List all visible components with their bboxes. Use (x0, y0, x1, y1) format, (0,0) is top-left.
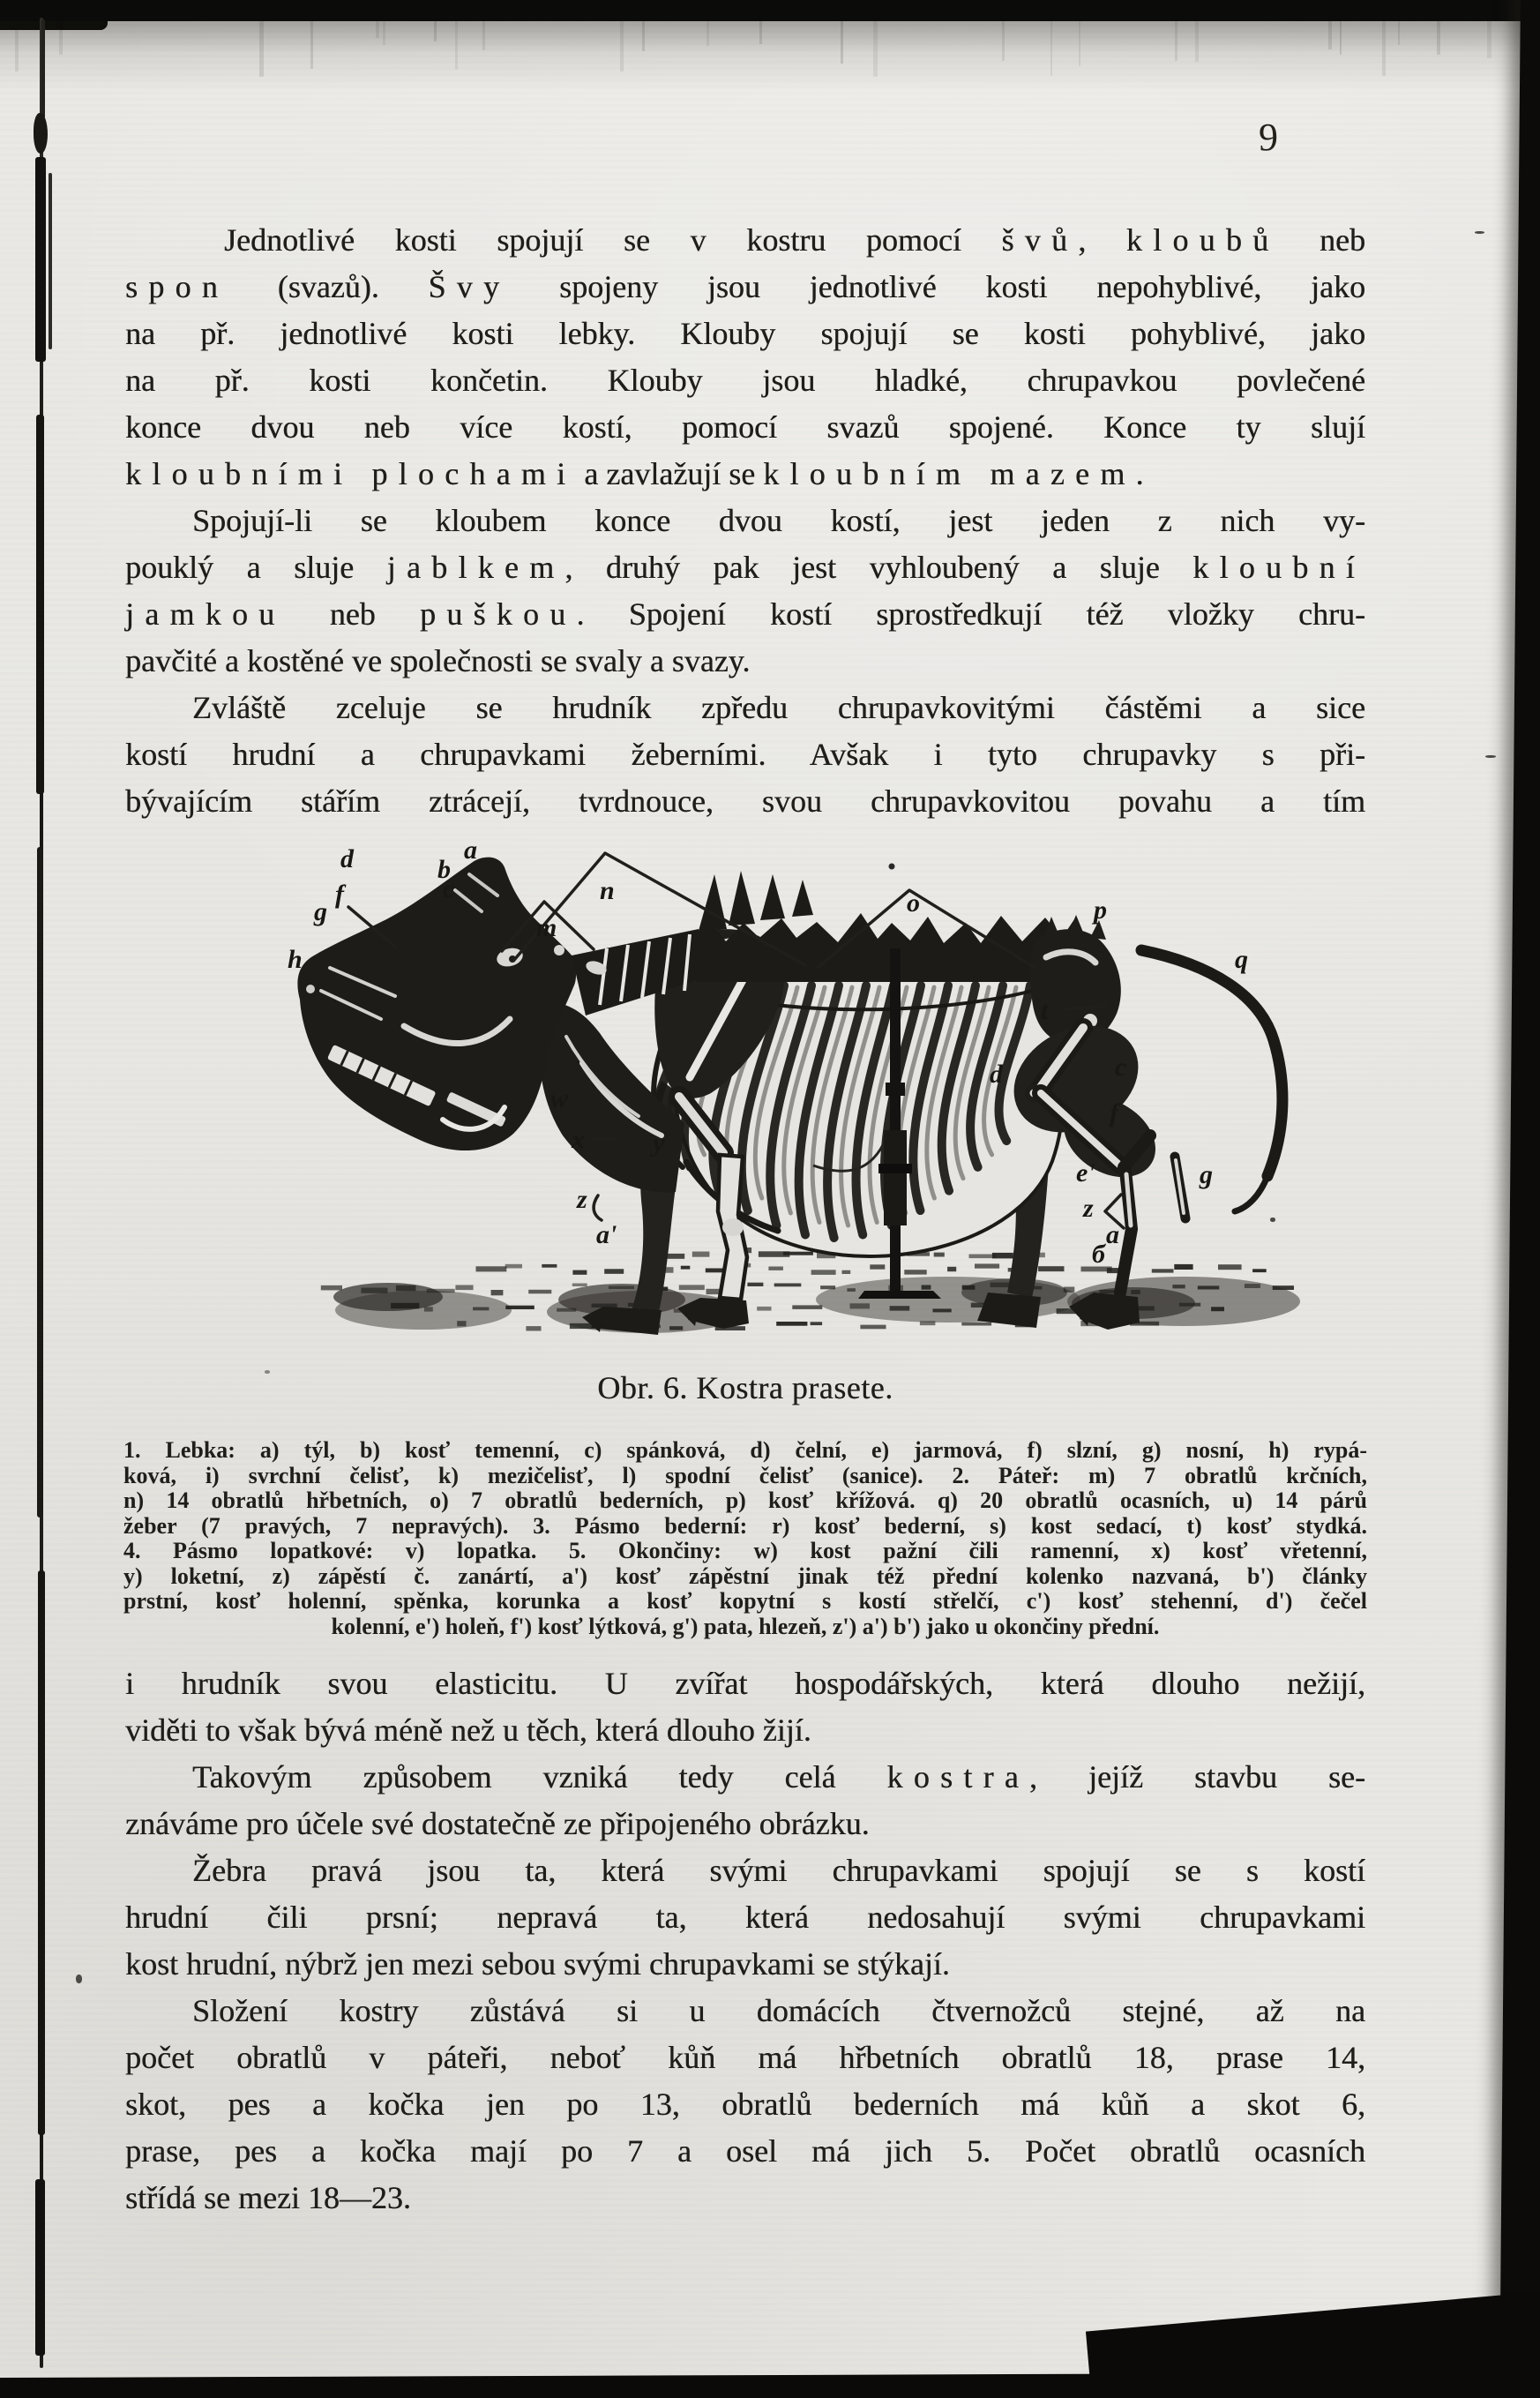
emphasized-term: puškou (419, 596, 577, 632)
text-segment: konce dvou neb více kostí, pomocí svazů spojené. Konce ty slují (125, 409, 1365, 445)
figure-legend (123, 1438, 1367, 1639)
text-segment: . (1135, 456, 1144, 491)
text-segment: na př. jednotlivé kosti lebky. Klouby spojují se kosti pohyblivé, jako (125, 316, 1365, 351)
scan-streak (259, 21, 263, 77)
scan-streak (1340, 21, 1342, 55)
text-segment: i hrudník svou elasticitu. U zvířat hospodářských, která dlouho nežijí, (125, 1666, 1365, 1701)
scan-streak (841, 21, 844, 64)
figure-label-16: e' (1076, 1158, 1095, 1188)
text-line (125, 1754, 1365, 1801)
scan-streak (1398, 21, 1400, 45)
text-segment: střídá se mezi 18—23. (125, 2180, 411, 2215)
emphasized-term: jablkem (386, 550, 565, 585)
text-segment: Zvláště zceluje se hrudník zpředu chrupavkovitými částěmi a sice (192, 690, 1365, 725)
figure-label-23: y (653, 1128, 665, 1158)
legend-line: 4. Pásmo lopatkové: v) lopatka. 5. Okončiny: w) kost pažní čili ramenní, x) kosť vřetenní, (123, 1538, 1367, 1563)
figure-caption: Obr. 6. Kostra prasete. (597, 1370, 893, 1405)
text-segment: hrudní čili prsní; nepravá ta, která nedosahují svými chrupavkami (125, 1900, 1365, 1935)
figure-label-7: m (536, 913, 557, 942)
text-line (125, 731, 1365, 778)
para-5 (125, 1754, 1365, 1847)
scan-streak (376, 21, 379, 38)
scan-right-edge (1499, 0, 1540, 2398)
text-segment: pavčité a kostěné ve společnosti se svaly a svazy. (125, 643, 751, 678)
text-line (125, 544, 1365, 591)
binding-crease (34, 113, 48, 154)
figure-label-14: c (1115, 1053, 1127, 1082)
text-line (125, 2035, 1365, 2081)
text-line (125, 1941, 1365, 1988)
figure-label-17: z (1083, 1194, 1094, 1223)
legend-line: prstní, kosť holenní, spěnka, korunka a kosť kopytní s kostí střelčí, c') kosť stehenní, d') čečel (123, 1588, 1367, 1614)
text-line (125, 451, 1365, 498)
figure-label-6: h (288, 945, 303, 974)
figure-label-1: b (437, 855, 451, 884)
legend-line: ková, i) svrchní čelisť, k) mezičelisť, l) spodní čelisť (sanice). 2. Páteř: m) 7 obratlů krčních, (123, 1462, 1367, 1488)
para-6 (125, 1847, 1365, 1988)
figure-label-9: o (907, 888, 920, 918)
para-7 (125, 1988, 1365, 2222)
figure-skeleton (247, 816, 1341, 1359)
figure-label-2: a (464, 836, 477, 865)
legend-line: n) 14 obratlů hřbetních, o) 7 obratlů bederních, p) kosť křížová. q) 20 obratlů ocasních, u) 14 párů (123, 1488, 1367, 1513)
figure-label-22: x (572, 1125, 585, 1154)
scan-streak (1002, 21, 1005, 61)
text-line (125, 2081, 1365, 2128)
emphasized-term: švů (1001, 222, 1079, 258)
page-number: 9 (1259, 116, 1278, 159)
binding-crease (38, 1570, 45, 2135)
figure-label-0: d (340, 844, 354, 873)
binding-crease (35, 157, 46, 362)
figure-label-11: q (1235, 945, 1248, 974)
text-line (125, 311, 1365, 357)
para-4 (125, 1660, 1365, 1754)
figure-label-15: f (1110, 1098, 1118, 1128)
binding-crease (37, 847, 43, 1517)
emphasized-term: Švy (428, 269, 511, 304)
text-segment: , druhý pak jest vyhloubený a sluje (564, 550, 1193, 585)
emphasized-term: kloubním mazem (763, 456, 1136, 491)
legend-line: 1. Lebka: a) týl, b) kosť temenní, c) spánková, d) čelní, e) jarmová, f) slzní, g) nosní, h) rypá- (123, 1437, 1367, 1463)
scan-streak (1195, 21, 1198, 62)
text-segment: a zavlažují se (576, 456, 764, 491)
binding-crease (49, 173, 52, 349)
text-line (125, 638, 1365, 685)
para-1 (125, 217, 1365, 498)
emphasized-term: jamkou (125, 596, 286, 632)
text-segment: , jejíž stavbu se- (1028, 1759, 1365, 1795)
text-line (125, 1847, 1365, 1894)
pig-skeleton-illustration (247, 816, 1341, 1359)
text-segment: pouklý a sluje (125, 550, 387, 585)
text-line (125, 1660, 1365, 1707)
text-segment: . Spojení kostí sprostředkují též vložky chru- (576, 596, 1365, 632)
text-line (125, 1988, 1365, 2035)
emphasized-term: spon (125, 269, 228, 304)
figure-label-20: б (1092, 1240, 1105, 1269)
figure-label-4: f (335, 880, 344, 909)
text-segment: Spojují-li se kloubem konce dvou kostí, jest jeden z nich vy- (192, 503, 1365, 538)
scan-top-edge (0, 0, 1540, 21)
ink-speck (1475, 231, 1484, 234)
text-segment: Jednotlivé kosti spojují se v kostru pomocí (224, 222, 1002, 258)
text-segment: znáváme pro účele své dostatečně ze připojeného obrázku. (125, 1806, 870, 1841)
text-line (125, 1801, 1365, 1847)
figure-label-19: a (1106, 1220, 1119, 1249)
text-segment: skot, pes a kočka jen po 13, obratlů bederních má kůň a skot 6, (125, 2087, 1365, 2122)
text-segment: bývajícím stářím ztrácejí, tvrdnouce, svou chrupavkovitou povahu a tím (125, 783, 1365, 819)
emphasized-term: kloubní (1192, 550, 1365, 585)
para-3 (125, 685, 1365, 825)
scan-streak (455, 21, 458, 70)
scan-streak (482, 21, 485, 50)
ink-speck (1485, 755, 1496, 758)
figure-label-13: d (990, 1060, 1003, 1089)
text-line (125, 357, 1365, 404)
figure-label-12: t (1041, 996, 1049, 1025)
text-segment: kost hrudní, nýbrž jen mezi sebou svými chrupavkami se stýkají. (125, 1946, 950, 1982)
text-segment: Složení kostry zůstává si u domácích čtvernožců stejné, až na (192, 1993, 1365, 2028)
text-segment: viděti to však bývá méně než u těch, která dlouho žijí. (125, 1712, 811, 1748)
scan-streak (1079, 21, 1080, 66)
text-segment: na př. kosti končetin. Klouby jsou hladké, chrupavkou povlečené (125, 363, 1365, 398)
binding-crease (36, 415, 44, 794)
legend-line: kolenní, e') holeň, f') kosť lýtková, g') pata, hlezeň, z') a') b') jako u okončiny přední. (331, 1613, 1160, 1639)
scan-streak (434, 21, 437, 41)
scan-streak (1487, 21, 1491, 58)
emphasized-term: kloubními plochami (125, 456, 577, 491)
scan-streak (1382, 21, 1385, 76)
scan-streak (620, 21, 623, 71)
text-segment: spojeny jsou jednotlivé kosti nepohyblivé, jako (510, 269, 1365, 304)
scan-streak (1175, 21, 1177, 61)
scan-top-shadow (0, 21, 1540, 92)
scan-streak (642, 21, 645, 51)
binding-crease (35, 2179, 45, 2356)
scan-streak (706, 21, 709, 46)
text-segment: prase, pes a kočka mají po 7 a osel má jich 5. Počet obratlů ocasních (125, 2133, 1365, 2169)
ink-speck (76, 1975, 82, 1983)
text-segment: (svazů). (228, 269, 429, 304)
text-line (125, 685, 1365, 731)
text-segment: Žebra pravá jsou ta, která svými chrupavkami spojují se s kostí (192, 1853, 1365, 1888)
legend-line: žeber (7 pravých, 7 nepravých). 3. Pásmo bederní: r) kosť bederní, s) kost sedací, t) kosť stydká. (123, 1512, 1367, 1539)
text-segment: neb (285, 596, 420, 632)
text-segment: , (1078, 222, 1126, 258)
scan-streak (759, 21, 762, 44)
scan-streak (1050, 21, 1052, 76)
figure-label-3: c (443, 874, 455, 903)
figure-label-21: w (550, 1084, 569, 1113)
text-line (125, 498, 1365, 544)
para-2 (125, 498, 1365, 685)
legend-line: y) loketní, z) zápěstí č. zanártí, a') kosť zápěstní jinak též přední kolenko nazvaná, b') články (123, 1562, 1367, 1589)
scan-bottom-right-corner (1086, 2289, 1540, 2398)
scan-streak (873, 21, 877, 77)
text-line (125, 2175, 1365, 2222)
text-line (125, 217, 1365, 264)
text-line (125, 404, 1365, 451)
text-line (125, 264, 1365, 311)
text-segment: počet obratlů v páteři, neboť kůň má hřbetních obratlů 18, prase 14, (125, 2040, 1365, 2075)
figure-label-18: g (1200, 1160, 1213, 1189)
figure-label-24: z (577, 1185, 587, 1214)
scan-streak (59, 21, 63, 55)
scan-streak (1437, 21, 1440, 55)
scan-streak (383, 21, 385, 45)
text-segment: kostí hrudní a chrupavkami žeberními. Avšak i tyto chrupavky s při- (125, 737, 1365, 772)
binding-crease (41, 19, 45, 118)
text-line (125, 1894, 1365, 1941)
emphasized-term: kloubů (1125, 222, 1280, 258)
text-line (125, 1707, 1365, 1754)
scan-streak (15, 21, 19, 71)
figure-label-5: g (314, 897, 327, 926)
emphasized-term: kostra (886, 1759, 1029, 1795)
figure-label-8: n (600, 876, 615, 905)
text-line (125, 591, 1365, 638)
text-line (125, 2128, 1365, 2175)
scan-streak (310, 21, 313, 69)
scan-streak (1328, 21, 1332, 49)
figure-label-10: p (1094, 896, 1107, 925)
figure-label-25: a' (596, 1220, 617, 1249)
text-segment: neb (1279, 222, 1366, 258)
text-segment: Takovým způsobem vzniká tedy celá (192, 1759, 887, 1795)
